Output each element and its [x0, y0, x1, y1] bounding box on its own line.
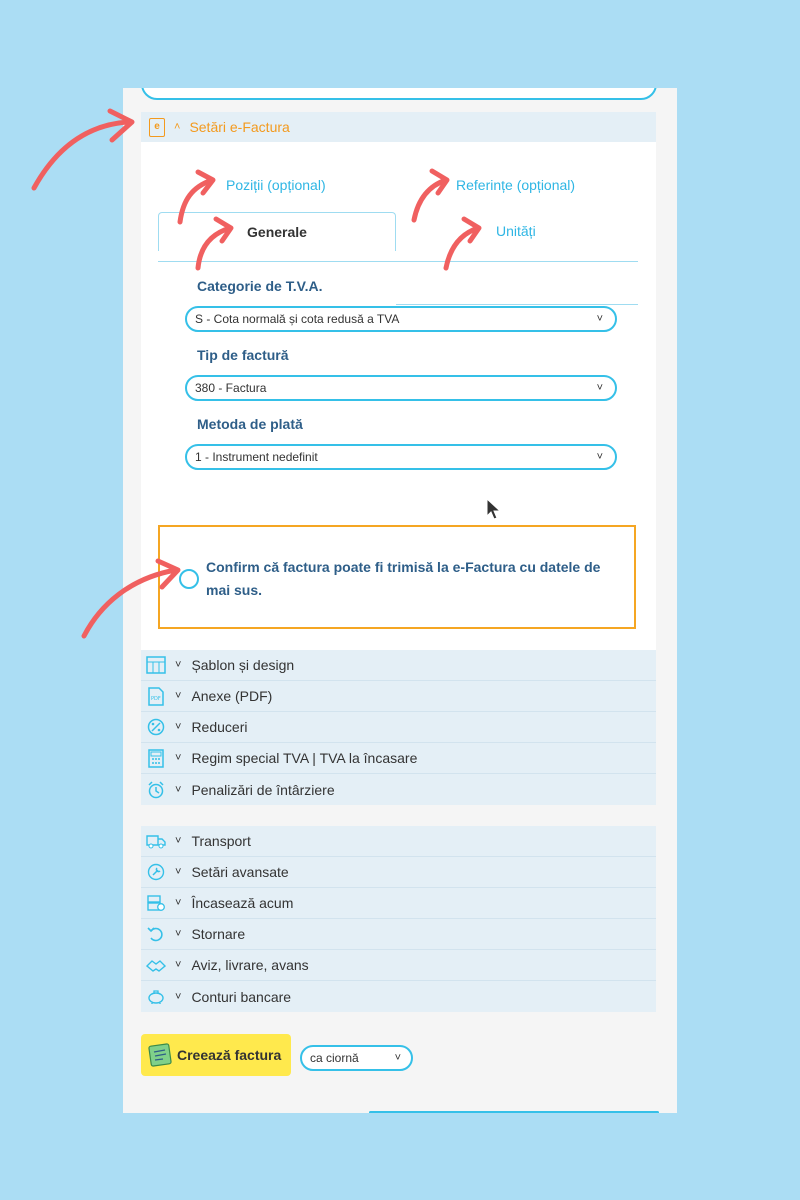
create-invoice-label: Creează factura	[177, 1047, 282, 1063]
vat-category-value: S - Cota normală și cota redusă a TVA	[195, 312, 400, 326]
chevron-down-icon: ˅	[175, 866, 182, 878]
invoice-type-value: 380 - Factura	[195, 381, 267, 395]
efactura-doc-icon: e	[149, 118, 165, 137]
section-label: Șablon și design	[191, 657, 295, 673]
chevron-down-icon: ˅	[175, 690, 182, 702]
section-label: Încasează acum	[191, 895, 294, 911]
svg-text:PDF: PDF	[151, 695, 161, 702]
invoice-type-label: Tip de factură	[197, 347, 289, 363]
mouse-cursor-icon	[486, 498, 502, 522]
tab-unitati[interactable]: Unități	[496, 223, 536, 239]
section-label: Anexe (PDF)	[191, 688, 273, 704]
chevron-down-icon: ˅	[175, 959, 182, 971]
chevron-down-icon: ˅	[175, 897, 182, 909]
chevron-down-icon: ˅	[175, 835, 182, 847]
chevron-down-icon: ˅	[175, 659, 182, 671]
save-mode-value: ca ciornă	[310, 1051, 359, 1065]
chevron-down-icon: ˅	[175, 783, 182, 796]
chevron-down-icon: ˅	[175, 990, 182, 1003]
chevron-down-icon: ˅	[596, 313, 603, 325]
chevron-up-icon: ˄	[174, 121, 181, 133]
section-label: Regim special TVA | TVA la încasare	[191, 750, 418, 766]
tab-referinte[interactable]: Referințe (opțional)	[456, 177, 576, 193]
section-label: Stornare	[191, 926, 246, 942]
chevron-down-icon: ˅	[175, 721, 182, 733]
chevron-down-icon: ˅	[596, 451, 603, 463]
section-label: Transport	[191, 833, 251, 849]
vat-category-label: Categorie de T.V.A.	[197, 278, 323, 294]
section-label: Setări avansate	[191, 864, 289, 880]
efactura-section-title: Setări e-Factura	[189, 119, 290, 135]
chevron-down-icon: ˅	[394, 1052, 401, 1064]
payment-method-label: Metoda de plată	[197, 416, 303, 432]
confirm-text: Confirm că factura poate fi trimisă la e-Factura cu datele de mai sus.	[206, 559, 601, 598]
section-label: Penalizări de întârziere	[191, 781, 335, 798]
arrow-to-efactura-header	[34, 122, 128, 188]
chevron-down-icon: ˅	[175, 928, 182, 940]
tab-pozitii[interactable]: Poziții (opțional)	[226, 177, 326, 193]
tab-generale[interactable]: Generale	[158, 212, 396, 251]
section-label: Conturi bancare	[191, 988, 292, 1005]
chevron-down-icon: ˅	[596, 382, 603, 394]
section-label: Reduceri	[191, 719, 248, 735]
payment-method-value: 1 - Instrument nedefinit	[195, 450, 318, 464]
section-label: Aviz, livrare, avans	[191, 957, 309, 973]
chevron-down-icon: ˅	[175, 752, 182, 764]
